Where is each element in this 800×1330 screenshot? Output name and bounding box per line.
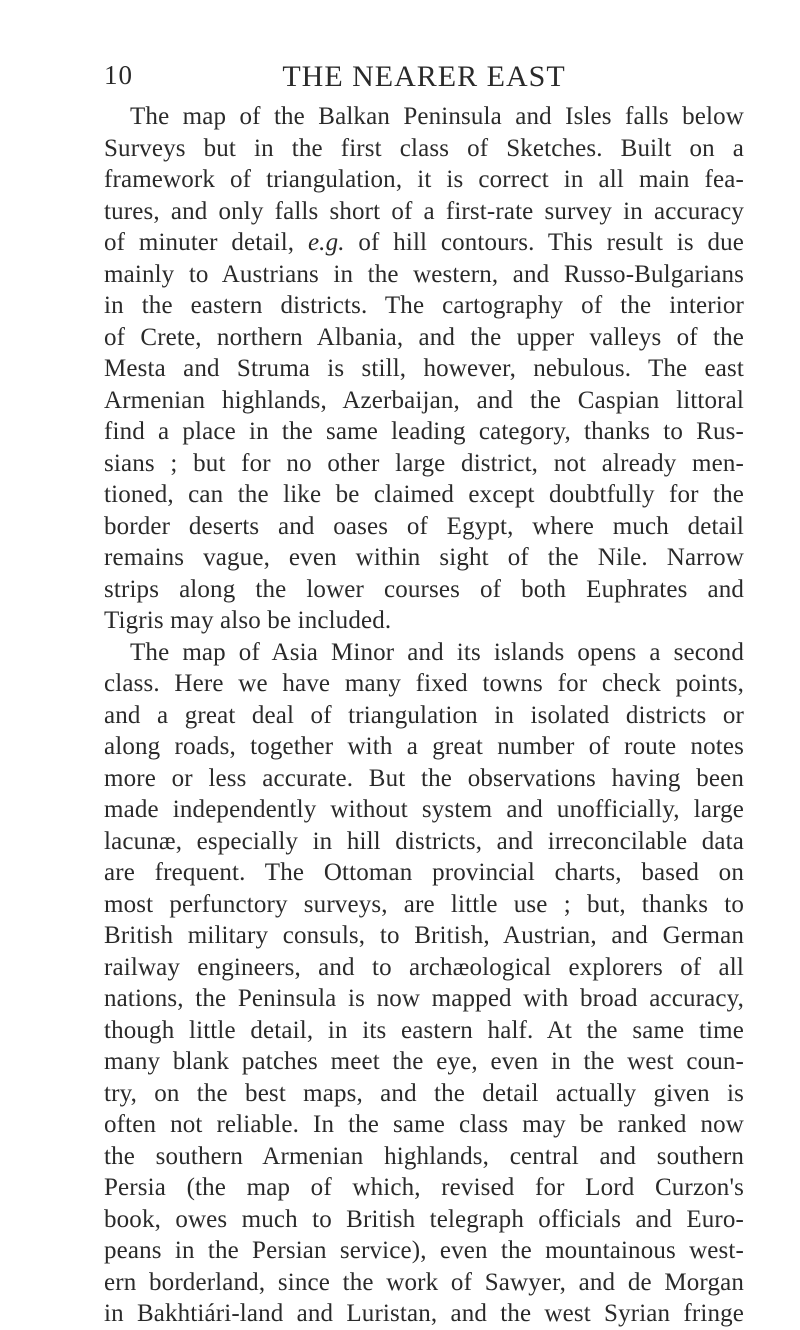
text-line: of Crete, northern Albania, and the upper valleys of the xyxy=(104,323,744,351)
text-line: The map of Asia Minor and its islands opens a second xyxy=(130,638,744,666)
text-line: remains vague, even within sight of the Nile. Narrow xyxy=(104,544,744,571)
text-line: peans in the Persian service), even the mountainous west- xyxy=(104,1237,744,1264)
text-line: more or less accurate. But the observations having been xyxy=(104,764,744,792)
text-line: tioned, can the like be claimed except doubtfully for the xyxy=(104,481,744,508)
text-line: of minuter detail, e.g. of hill contours. This result is due xyxy=(104,229,744,256)
body-text xyxy=(104,101,744,1330)
text-line: many blank patches meet the eye, even in the west coun- xyxy=(104,1048,744,1075)
text-line: border deserts and oases of Egypt, where much detail xyxy=(104,512,744,540)
paragraph xyxy=(104,637,744,1330)
text-line: sians ; but for no other large district, not already men- xyxy=(104,449,744,477)
running-head: THE NEARER EAST xyxy=(282,60,566,93)
text-line: find a place in the same leading category, thanks to Rus- xyxy=(104,418,744,445)
text-line: tures, and only falls short of a first-rate survey in accuracy xyxy=(104,197,744,225)
paragraph xyxy=(104,101,744,637)
text-line: railway engineers, and to archæological explorers of all xyxy=(104,953,744,981)
text-line: The map of the Balkan Peninsula and Isles falls below xyxy=(130,103,744,130)
text-line: though little detail, in its eastern half. At the same time xyxy=(104,1016,744,1044)
text-line: framework of triangulation, it is correct in all main fea- xyxy=(104,166,744,193)
text-line: most perfunctory surveys, are little use ; but, thanks to xyxy=(104,890,744,918)
text-line: strips along the lower courses of both Euphrates and xyxy=(104,575,744,603)
text-line: Tigris may also be included. xyxy=(104,607,392,634)
text-line: Armenian highlands, Azerbaijan, and the Caspian littoral xyxy=(104,386,744,414)
text-line: and a great deal of triangulation in isolated districts or xyxy=(104,701,744,729)
text-line: class. Here we have many fixed towns for check points, xyxy=(104,670,744,697)
page-number: 10 xyxy=(104,60,133,90)
text-line: in the eastern districts. The cartography of the interior xyxy=(104,292,744,319)
page-header xyxy=(104,60,744,100)
text-line: often not reliable. In the same class may be ranked now xyxy=(104,1111,744,1138)
text-line: Mesta and Struma is still, however, nebulous. The east xyxy=(104,355,744,382)
text-line: try, on the best maps, and the detail actually given is xyxy=(104,1079,744,1107)
text-line: nations, the Peninsula is now mapped with broad accuracy, xyxy=(104,985,744,1012)
text-line: the southern Armenian highlands, central and southern xyxy=(104,1142,744,1170)
text-line: made independently without system and unofficially, large xyxy=(104,796,744,823)
text-line: mainly to Austrians in the western, and Russo-Bulgarians xyxy=(104,260,744,288)
text-line: Surveys but in the first class of Sketches. Built on a xyxy=(104,134,744,162)
text-line: Persia (the map of which, revised for Lord Curzon's xyxy=(104,1174,744,1201)
text-line: book, owes much to British telegraph officials and Euro- xyxy=(104,1205,744,1233)
text-line: British military consuls, to British, Austrian, and German xyxy=(104,922,744,949)
text-line: ern borderland, since the work of Sawyer, and de Morgan xyxy=(104,1268,744,1296)
text-line: lacunæ, especially in hill districts, and irreconcilable data xyxy=(104,827,744,855)
text-line: in Bakhtiári-land and Luristan, and the west Syrian fringe xyxy=(104,1300,744,1327)
text-line: are frequent. The Ottoman provincial charts, based on xyxy=(104,859,744,886)
text-line: along roads, together with a great number of route notes xyxy=(104,733,744,760)
